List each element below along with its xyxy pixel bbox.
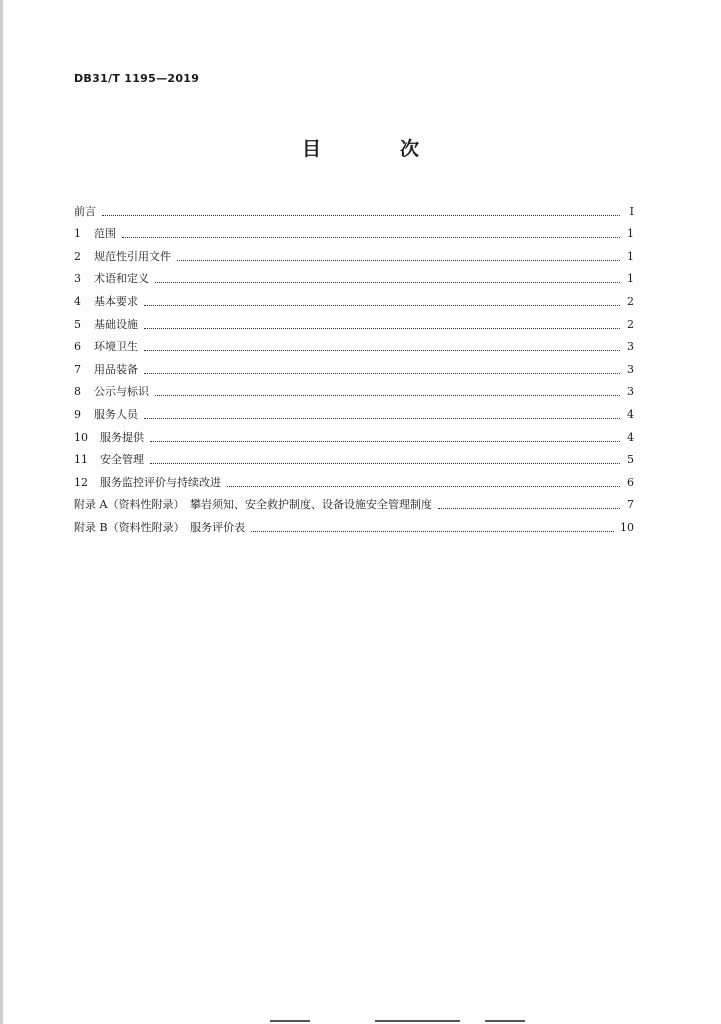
toc-leader-dots — [144, 349, 620, 351]
scan-mark — [270, 1020, 310, 1022]
toc-leader-dots — [155, 281, 620, 283]
toc-leader-dots — [144, 417, 620, 419]
toc-entry-label: 规范性引用文件 — [94, 249, 171, 263]
toc-entry-9[interactable] — [74, 399, 634, 422]
toc-entry-page: 5 — [627, 453, 634, 467]
toc-leader-dots — [177, 259, 620, 261]
toc-entry-page: 1 — [627, 227, 634, 241]
toc-entry-label: 附录 B（资料性附录） 服务评价表 — [74, 520, 246, 534]
toc-entry-4[interactable] — [74, 286, 634, 309]
toc-entry-label: 用品装备 — [94, 362, 138, 376]
toc-leader-dots — [150, 440, 620, 442]
table-of-contents — [74, 196, 634, 535]
toc-entry-10[interactable] — [74, 422, 634, 445]
toc-title: 目 次 — [301, 138, 449, 160]
toc-entry-number: 10 — [74, 430, 88, 444]
toc-entry-page: 4 — [627, 407, 634, 421]
toc-entry-label: 范围 — [94, 227, 116, 241]
toc-leader-dots — [144, 372, 620, 374]
toc-entry-3[interactable] — [74, 264, 634, 287]
toc-leader-dots — [438, 507, 620, 509]
scan-mark — [375, 1020, 460, 1022]
toc-entry-12[interactable] — [74, 467, 634, 490]
toc-entry-page: 2 — [627, 317, 634, 331]
toc-entry-number: 2 — [74, 249, 81, 263]
toc-entry-1[interactable] — [74, 219, 634, 242]
toc-entry-label: 服务提供 — [100, 430, 144, 444]
toc-entry-page: 4 — [627, 430, 634, 444]
toc-entry-number: 6 — [74, 340, 81, 354]
toc-entry-label: 基本要求 — [94, 294, 138, 308]
toc-entry-number: 8 — [74, 385, 81, 399]
toc-entry-11[interactable] — [74, 445, 634, 468]
toc-leader-dots — [144, 327, 620, 329]
toc-entry-2[interactable] — [74, 241, 634, 264]
toc-entry-page: 7 — [627, 498, 634, 512]
scan-mark — [485, 1020, 525, 1022]
toc-entry-number: 7 — [74, 362, 81, 376]
toc-entry-page: 1 — [627, 249, 634, 263]
toc-entry-label: 服务人员 — [94, 407, 138, 421]
toc-leader-dots — [102, 214, 620, 216]
toc-entry-page: 1 — [627, 272, 634, 286]
toc-entry-page: 3 — [627, 340, 634, 354]
toc-entry-number: 9 — [74, 407, 81, 421]
toc-entry-label: 环境卫生 — [94, 340, 138, 354]
toc-leader-dots — [155, 394, 620, 396]
toc-entry-6[interactable] — [74, 332, 634, 355]
toc-leader-dots — [227, 485, 620, 487]
toc-entry-number: 3 — [74, 272, 81, 286]
toc-entry-foreword[interactable] — [74, 196, 634, 219]
toc-entry-number: 4 — [74, 294, 81, 308]
toc-entry-page: Ⅰ — [629, 204, 634, 218]
document-code: DB31/T 1195—2019 — [74, 72, 200, 85]
toc-entry-label: 前言 — [74, 204, 96, 218]
toc-entry-number: 1 — [74, 227, 81, 241]
toc-entry-label: 公示与标识 — [94, 385, 149, 399]
toc-entry-label: 基础设施 — [94, 317, 138, 331]
toc-entry-5[interactable] — [74, 309, 634, 332]
toc-entry-page: 10 — [620, 520, 634, 534]
toc-entry-7[interactable] — [74, 354, 634, 377]
toc-leader-dots — [122, 236, 620, 238]
toc-entry-label: 安全管理 — [100, 453, 144, 467]
toc-entry-label: 术语和定义 — [94, 272, 149, 286]
toc-leader-dots — [144, 304, 620, 306]
toc-leader-dots — [251, 530, 614, 532]
toc-entry-number: 11 — [74, 453, 88, 467]
toc-entry-page: 3 — [627, 385, 634, 399]
toc-entry-number: 12 — [74, 475, 88, 489]
toc-entry-number: 5 — [74, 317, 81, 331]
toc-entry-page: 2 — [627, 294, 634, 308]
toc-entry-page: 6 — [627, 475, 634, 489]
toc-entry-8[interactable] — [74, 377, 634, 400]
toc-entry-label: 服务监控评价与持续改进 — [100, 475, 221, 489]
toc-entry-label: 附录 A（资料性附录） 攀岩须知、安全救护制度、设备设施安全管理制度 — [74, 498, 432, 512]
toc-entry-appendix-a[interactable] — [74, 490, 634, 513]
toc-entry-page: 3 — [627, 362, 634, 376]
toc-leader-dots — [150, 462, 620, 464]
toc-entry-appendix-b[interactable] — [74, 512, 634, 535]
footer-scan-marks — [260, 1018, 560, 1024]
